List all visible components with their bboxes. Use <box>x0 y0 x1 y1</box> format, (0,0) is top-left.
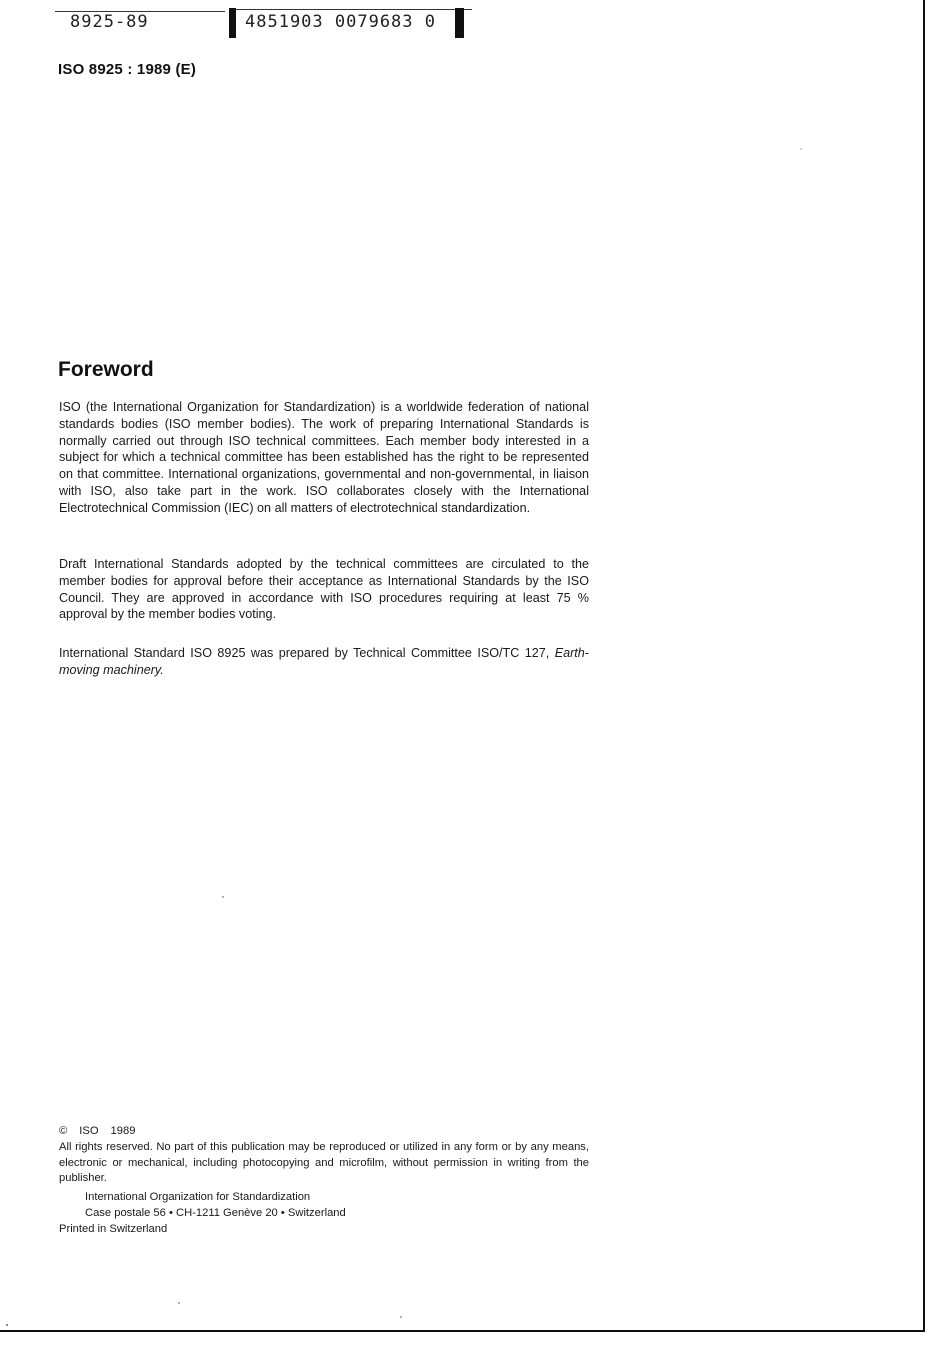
foreword-paragraph-3 <box>59 645 589 679</box>
copyright-org: ISO <box>79 1125 99 1137</box>
paragraph-3-intro: International Standard ISO 8925 was prepared by Technical Committee ISO/TC 127, <box>59 646 550 660</box>
copyright-line <box>59 1124 589 1140</box>
scan-edge-bottom <box>0 1330 925 1332</box>
scan-edge-right <box>923 0 925 1332</box>
scan-speck <box>6 1324 8 1326</box>
document-reference: ISO 8925 : 1989 (E) <box>58 61 197 78</box>
printed-in: Printed in Switzerland <box>59 1222 168 1235</box>
copyright-year: 1989 <box>110 1125 136 1137</box>
scan-rule-right <box>232 9 472 10</box>
rights-statement: All rights reserved. No part of this publication may be reproduced or utilized in any form or by any means, electronic or mechanical, including photocopying and microfilm, without permission in writing from the publisher. <box>59 1140 589 1185</box>
organization-address: Case postale 56 • CH-1211 Genève 20 • Switzerland <box>85 1206 346 1219</box>
copyright-block <box>59 1124 589 1238</box>
committee-name: Earth-moving machinery. <box>59 646 589 677</box>
scan-bar-left <box>229 8 236 38</box>
foreword-title: Foreword <box>58 358 154 381</box>
scan-speck <box>178 1302 180 1304</box>
scan-speck <box>222 896 224 898</box>
foreword-paragraph-2: Draft International Standards adopted by the technical committees are circulated to the member bodies for approval before their acceptance as International Standards by the ISO Council. They are approved in accordance with ISO procedures requiring at least 75 % approval by the member bodies voting. <box>59 557 589 622</box>
organization-name: International Organization for Standardization <box>85 1191 311 1204</box>
scan-speck <box>400 1316 402 1318</box>
copyright-symbol: © <box>59 1125 68 1137</box>
scan-code-right: 4851903 0079683 0 <box>245 12 436 32</box>
scan-speck <box>800 148 802 150</box>
foreword-paragraph-1: ISO (the International Organization for Standardization) is a worldwide federation of national standards bodies (ISO member bodies). The work of preparing International Standards is normally carried out through ISO technical committees. Each member body interested in a subject for which a technical committee has been established has the right to be represented on that committee. International organizations, governmental and non-governmental, in liaison with ISO, also take part in the work. ISO collaborates closely with the International Electrotechnical Commission (IEC) on all matters of electrotechnical standardization. <box>59 400 589 515</box>
scan-bar-right <box>455 8 464 38</box>
scan-code-left: 8925-89 <box>70 12 149 32</box>
